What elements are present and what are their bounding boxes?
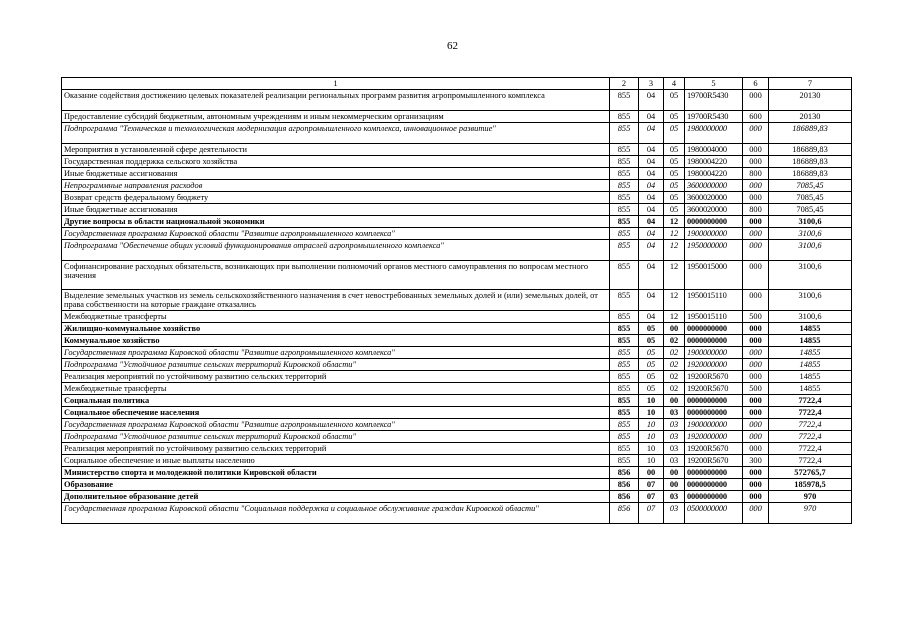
row-expense-type: 000 xyxy=(743,123,769,144)
row-section: 05 xyxy=(639,371,664,383)
table-row xyxy=(62,503,852,524)
row-section: 04 xyxy=(639,156,664,168)
row-amount: 20130 xyxy=(769,90,852,111)
row-amount: 14855 xyxy=(769,347,852,359)
row-target-article: 1980000000 xyxy=(685,123,743,144)
row-admin-code: 855 xyxy=(610,311,639,323)
row-amount: 186889,83 xyxy=(769,123,852,144)
row-amount: 3100,6 xyxy=(769,290,852,311)
row-expense-type: 000 xyxy=(743,467,769,479)
row-expense-type: 000 xyxy=(743,216,769,228)
row-subsection: 03 xyxy=(664,419,685,431)
row-target-article: 0500000000 xyxy=(685,503,743,524)
row-name: Государственная поддержка сельского хозяйства xyxy=(62,156,610,168)
table-row xyxy=(62,371,852,383)
table-row xyxy=(62,419,852,431)
row-admin-code: 855 xyxy=(610,144,639,156)
row-expense-type: 000 xyxy=(743,395,769,407)
row-name: Межбюджетные трансферты xyxy=(62,383,610,395)
table-body xyxy=(62,78,852,524)
column-header-6: 6 xyxy=(743,78,769,90)
row-expense-type: 000 xyxy=(743,261,769,290)
row-target-article: 1950015110 xyxy=(685,290,743,311)
row-section: 04 xyxy=(639,228,664,240)
row-expense-type: 000 xyxy=(743,180,769,192)
row-name: Министерство спорта и молодежной политики Кировской области xyxy=(62,467,610,479)
table-row xyxy=(62,311,852,323)
row-expense-type: 000 xyxy=(743,192,769,204)
row-admin-code: 855 xyxy=(610,395,639,407)
row-target-article: 19700R5430 xyxy=(685,90,743,111)
row-admin-code: 855 xyxy=(610,371,639,383)
row-section: 04 xyxy=(639,180,664,192)
row-expense-type: 600 xyxy=(743,111,769,123)
row-section: 07 xyxy=(639,491,664,503)
column-header-4: 4 xyxy=(664,78,685,90)
row-amount: 14855 xyxy=(769,371,852,383)
table-row xyxy=(62,123,852,144)
row-name: Социальная политика xyxy=(62,395,610,407)
row-admin-code: 855 xyxy=(610,455,639,467)
row-section: 04 xyxy=(639,261,664,290)
row-amount: 3100,6 xyxy=(769,261,852,290)
row-name: Межбюджетные трансферты xyxy=(62,311,610,323)
row-section: 07 xyxy=(639,503,664,524)
row-name: Реализация мероприятий по устойчивому развитию сельских территорий xyxy=(62,371,610,383)
row-section: 04 xyxy=(639,204,664,216)
row-admin-code: 855 xyxy=(610,228,639,240)
row-section: 05 xyxy=(639,383,664,395)
header-row xyxy=(62,78,852,90)
row-subsection: 05 xyxy=(664,144,685,156)
row-section: 04 xyxy=(639,216,664,228)
row-admin-code: 855 xyxy=(610,431,639,443)
row-target-article: 0000000000 xyxy=(685,467,743,479)
row-expense-type: 000 xyxy=(743,335,769,347)
row-amount: 7722,4 xyxy=(769,395,852,407)
row-target-article: 0000000000 xyxy=(685,407,743,419)
row-name: Образование xyxy=(62,479,610,491)
table-row xyxy=(62,407,852,419)
row-amount: 3100,6 xyxy=(769,240,852,261)
row-expense-type: 000 xyxy=(743,240,769,261)
row-expense-type: 000 xyxy=(743,479,769,491)
row-name: Иные бюджетные ассигнования xyxy=(62,168,610,180)
row-target-article: 1920000000 xyxy=(685,359,743,371)
column-header-2: 2 xyxy=(610,78,639,90)
row-admin-code: 855 xyxy=(610,111,639,123)
row-section: 04 xyxy=(639,144,664,156)
row-name: Возврат средств федеральному бюджету xyxy=(62,192,610,204)
row-target-article: 0000000000 xyxy=(685,479,743,491)
row-admin-code: 856 xyxy=(610,503,639,524)
row-admin-code: 855 xyxy=(610,383,639,395)
row-amount: 7722,4 xyxy=(769,455,852,467)
table-row xyxy=(62,216,852,228)
row-target-article: 1980004220 xyxy=(685,156,743,168)
table-row xyxy=(62,240,852,261)
row-name: Подпрограмма "Техническая и технологическая модернизация агропромышленного комплекса, инновационное развитие" xyxy=(62,123,610,144)
row-subsection: 05 xyxy=(664,123,685,144)
row-expense-type: 800 xyxy=(743,204,769,216)
column-header-5: 5 xyxy=(685,78,743,90)
row-admin-code: 856 xyxy=(610,467,639,479)
row-subsection: 02 xyxy=(664,383,685,395)
page-number: 62 xyxy=(447,40,458,52)
row-subsection: 02 xyxy=(664,359,685,371)
budget-table xyxy=(61,77,852,524)
row-name: Другие вопросы в области национальной экономики xyxy=(62,216,610,228)
row-amount: 7722,4 xyxy=(769,431,852,443)
row-subsection: 12 xyxy=(664,311,685,323)
table-row xyxy=(62,359,852,371)
row-target-article: 19200R5670 xyxy=(685,371,743,383)
row-amount: 970 xyxy=(769,491,852,503)
row-target-article: 1950000000 xyxy=(685,240,743,261)
row-amount: 572765,7 xyxy=(769,467,852,479)
row-name: Подпрограмма "Обеспечение общих условий функционирования отраслей агропромышленного комплекса" xyxy=(62,240,610,261)
row-admin-code: 855 xyxy=(610,216,639,228)
row-expense-type: 000 xyxy=(743,503,769,524)
row-admin-code: 855 xyxy=(610,192,639,204)
row-target-article: 0000000000 xyxy=(685,216,743,228)
row-name: Реализация мероприятий по устойчивому развитию сельских территорий xyxy=(62,443,610,455)
row-section: 10 xyxy=(639,431,664,443)
row-amount: 14855 xyxy=(769,359,852,371)
row-subsection: 05 xyxy=(664,111,685,123)
table-row xyxy=(62,111,852,123)
row-section: 04 xyxy=(639,90,664,111)
row-target-article: 19200R5670 xyxy=(685,443,743,455)
row-expense-type: 000 xyxy=(743,371,769,383)
row-admin-code: 855 xyxy=(610,123,639,144)
row-expense-type: 000 xyxy=(743,90,769,111)
row-target-article: 0000000000 xyxy=(685,491,743,503)
table-row xyxy=(62,290,852,311)
row-target-article: 0000000000 xyxy=(685,395,743,407)
row-admin-code: 855 xyxy=(610,204,639,216)
row-section: 04 xyxy=(639,123,664,144)
row-subsection: 05 xyxy=(664,204,685,216)
row-name: Подпрограмма "Устойчивое развитие сельских территорий Кировской области" xyxy=(62,359,610,371)
row-target-article: 3600020000 xyxy=(685,204,743,216)
table-row xyxy=(62,261,852,290)
table-row xyxy=(62,455,852,467)
row-amount: 20130 xyxy=(769,111,852,123)
row-section: 04 xyxy=(639,192,664,204)
row-subsection: 03 xyxy=(664,431,685,443)
row-name: Социальное обеспечение населения xyxy=(62,407,610,419)
table-row xyxy=(62,383,852,395)
row-section: 04 xyxy=(639,311,664,323)
row-section: 05 xyxy=(639,335,664,347)
row-amount: 14855 xyxy=(769,383,852,395)
row-target-article: 1900000000 xyxy=(685,347,743,359)
row-name: Мероприятия в установленной сфере деятельности xyxy=(62,144,610,156)
column-header-7: 7 xyxy=(769,78,852,90)
row-name: Оказание содействия достижению целевых показателей реализации региональных программ развития агропромышленного комплекса xyxy=(62,90,610,111)
table-row xyxy=(62,180,852,192)
table-row xyxy=(62,204,852,216)
table-row xyxy=(62,90,852,111)
row-subsection: 03 xyxy=(664,455,685,467)
table-row xyxy=(62,144,852,156)
row-subsection: 00 xyxy=(664,323,685,335)
row-expense-type: 000 xyxy=(743,290,769,311)
table-row xyxy=(62,479,852,491)
row-target-article: 1980004000 xyxy=(685,144,743,156)
row-section: 10 xyxy=(639,443,664,455)
row-amount: 14855 xyxy=(769,335,852,347)
row-target-article: 3600020000 xyxy=(685,192,743,204)
row-expense-type: 000 xyxy=(743,407,769,419)
row-expense-type: 000 xyxy=(743,347,769,359)
row-subsection: 03 xyxy=(664,491,685,503)
row-subsection: 12 xyxy=(664,228,685,240)
row-subsection: 02 xyxy=(664,335,685,347)
row-admin-code: 855 xyxy=(610,347,639,359)
row-expense-type: 800 xyxy=(743,168,769,180)
row-section: 10 xyxy=(639,419,664,431)
row-subsection: 12 xyxy=(664,290,685,311)
row-amount: 14855 xyxy=(769,323,852,335)
row-amount: 3100,6 xyxy=(769,228,852,240)
row-subsection: 02 xyxy=(664,371,685,383)
row-subsection: 00 xyxy=(664,395,685,407)
row-name: Предоставление субсидий бюджетным, автономным учреждениям и иным некоммерческим организациям xyxy=(62,111,610,123)
row-target-article: 1950015000 xyxy=(685,261,743,290)
row-admin-code: 855 xyxy=(610,156,639,168)
row-section: 05 xyxy=(639,323,664,335)
row-name: Софинансирование расходных обязательств, возникающих при выполнении полномочий органов местного самоуправления по вопросам местного значения xyxy=(62,261,610,290)
row-expense-type: 000 xyxy=(743,359,769,371)
row-target-article: 19200R5670 xyxy=(685,455,743,467)
row-section: 04 xyxy=(639,290,664,311)
row-section: 05 xyxy=(639,359,664,371)
row-subsection: 12 xyxy=(664,216,685,228)
row-amount: 186889,83 xyxy=(769,156,852,168)
table-row xyxy=(62,491,852,503)
row-name: Государственная программа Кировской области "Развитие агропромышленного комплекса" xyxy=(62,347,610,359)
row-expense-type: 500 xyxy=(743,383,769,395)
row-target-article: 1900000000 xyxy=(685,419,743,431)
row-admin-code: 855 xyxy=(610,261,639,290)
row-admin-code: 855 xyxy=(610,90,639,111)
row-admin-code: 856 xyxy=(610,491,639,503)
row-section: 10 xyxy=(639,455,664,467)
table-row xyxy=(62,335,852,347)
row-name: Коммунальное хозяйство xyxy=(62,335,610,347)
row-subsection: 03 xyxy=(664,443,685,455)
row-target-article: 3600000000 xyxy=(685,180,743,192)
row-subsection: 03 xyxy=(664,503,685,524)
row-section: 07 xyxy=(639,479,664,491)
table-row xyxy=(62,395,852,407)
row-admin-code: 856 xyxy=(610,479,639,491)
row-subsection: 03 xyxy=(664,407,685,419)
table-row xyxy=(62,168,852,180)
row-admin-code: 855 xyxy=(610,290,639,311)
row-section: 04 xyxy=(639,111,664,123)
row-subsection: 05 xyxy=(664,192,685,204)
row-subsection: 00 xyxy=(664,479,685,491)
table-row xyxy=(62,192,852,204)
row-expense-type: 000 xyxy=(743,443,769,455)
row-name: Государственная программа Кировской области "Развитие агропромышленного комплекса" xyxy=(62,228,610,240)
table-row xyxy=(62,347,852,359)
row-admin-code: 855 xyxy=(610,240,639,261)
row-amount: 185978,5 xyxy=(769,479,852,491)
row-name: Социальное обеспечение и иные выплаты населению xyxy=(62,455,610,467)
row-amount: 970 xyxy=(769,503,852,524)
row-admin-code: 855 xyxy=(610,180,639,192)
table-row xyxy=(62,467,852,479)
row-subsection: 12 xyxy=(664,261,685,290)
row-name: Иные бюджетные ассигнования xyxy=(62,204,610,216)
row-section: 04 xyxy=(639,168,664,180)
row-admin-code: 855 xyxy=(610,323,639,335)
row-expense-type: 000 xyxy=(743,323,769,335)
row-admin-code: 855 xyxy=(610,407,639,419)
row-subsection: 00 xyxy=(664,467,685,479)
row-expense-type: 500 xyxy=(743,311,769,323)
row-target-article: 1900000000 xyxy=(685,228,743,240)
row-admin-code: 855 xyxy=(610,419,639,431)
row-amount: 3100,6 xyxy=(769,311,852,323)
row-expense-type: 000 xyxy=(743,419,769,431)
row-name: Жилищно-коммунальное хозяйство xyxy=(62,323,610,335)
row-amount: 7085,45 xyxy=(769,180,852,192)
row-target-article: 1980004220 xyxy=(685,168,743,180)
column-header-3: 3 xyxy=(639,78,664,90)
row-subsection: 05 xyxy=(664,90,685,111)
row-section: 05 xyxy=(639,347,664,359)
row-target-article: 1950015110 xyxy=(685,311,743,323)
row-expense-type: 000 xyxy=(743,156,769,168)
row-target-article: 1920000000 xyxy=(685,431,743,443)
row-subsection: 05 xyxy=(664,180,685,192)
row-name: Непрограммные направления расходов xyxy=(62,180,610,192)
row-amount: 3100,6 xyxy=(769,216,852,228)
row-target-article: 19700R5430 xyxy=(685,111,743,123)
row-amount: 7722,4 xyxy=(769,419,852,431)
row-target-article: 0000000000 xyxy=(685,335,743,347)
row-expense-type: 000 xyxy=(743,431,769,443)
row-subsection: 02 xyxy=(664,347,685,359)
row-amount: 7085,45 xyxy=(769,204,852,216)
table-row xyxy=(62,156,852,168)
row-target-article: 19200R5670 xyxy=(685,383,743,395)
row-name: Дополнительное образование детей xyxy=(62,491,610,503)
row-section: 10 xyxy=(639,395,664,407)
row-amount: 186889,83 xyxy=(769,144,852,156)
row-admin-code: 855 xyxy=(610,168,639,180)
row-subsection: 12 xyxy=(664,240,685,261)
table-row xyxy=(62,443,852,455)
row-target-article: 0000000000 xyxy=(685,323,743,335)
row-expense-type: 000 xyxy=(743,144,769,156)
row-amount: 7722,4 xyxy=(769,443,852,455)
row-name: Государственная программа Кировской области "Развитие агропромышленного комплекса" xyxy=(62,419,610,431)
row-expense-type: 300 xyxy=(743,455,769,467)
row-section: 00 xyxy=(639,467,664,479)
table-row xyxy=(62,323,852,335)
row-section: 04 xyxy=(639,240,664,261)
row-subsection: 05 xyxy=(664,168,685,180)
row-amount: 7085,45 xyxy=(769,192,852,204)
row-name: Выделение земельных участков из земель сельскохозяйственного назначения в счет невостребованных земельных долей и (или) земельных долей, от права собственности на которые граждане отказались xyxy=(62,290,610,311)
row-admin-code: 855 xyxy=(610,359,639,371)
row-expense-type: 000 xyxy=(743,491,769,503)
row-admin-code: 855 xyxy=(610,335,639,347)
row-amount: 7722,4 xyxy=(769,407,852,419)
table-row xyxy=(62,431,852,443)
column-header-1: 1 xyxy=(62,78,610,90)
table-row xyxy=(62,228,852,240)
row-expense-type: 000 xyxy=(743,228,769,240)
row-name: Государственная программа Кировской области "Социальная поддержка и социальное обслуживание граждан Кировской области" xyxy=(62,503,610,524)
row-name: Подпрограмма "Устойчивое развитие сельских территорий Кировской области" xyxy=(62,431,610,443)
row-amount: 186889,83 xyxy=(769,168,852,180)
row-subsection: 05 xyxy=(664,156,685,168)
row-section: 10 xyxy=(639,407,664,419)
row-admin-code: 855 xyxy=(610,443,639,455)
